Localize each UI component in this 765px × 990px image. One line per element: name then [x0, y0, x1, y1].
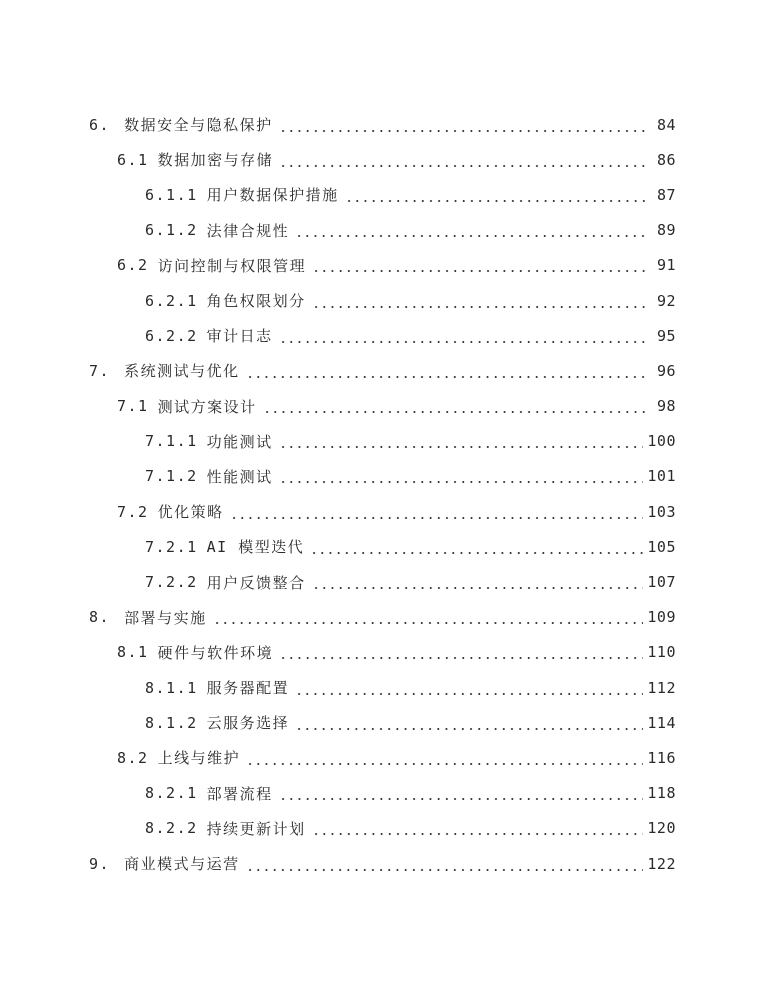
dot-leader: [310, 538, 643, 556]
toc-entry-page-number: 116: [647, 748, 676, 767]
toc-entry-title: 数据加密与存储: [157, 151, 274, 170]
dot-leader: [312, 292, 650, 310]
toc-entry-number: 7.2.2: [145, 573, 198, 592]
toc-entry-number: 8.2.1: [145, 784, 198, 803]
toc-entry-number: 7.1.1: [145, 432, 198, 451]
toc-entry-page-number: 98: [656, 397, 676, 416]
toc-entry-title: 服务器配置: [206, 679, 290, 698]
toc-entry-page-number: 84: [656, 115, 676, 134]
toc-entry-title: 访问控制与权限管理: [157, 256, 307, 275]
toc-entry-title: 数据安全与隐私保护: [124, 116, 273, 135]
toc-entry[interactable]: [0, 846, 765, 881]
dot-leader: [295, 714, 643, 732]
dot-leader: [246, 749, 643, 767]
toc-entry-title: 持续更新计划: [206, 819, 306, 838]
dot-leader: [263, 397, 650, 415]
toc-entry-page-number: 118: [647, 784, 676, 803]
toc-entry-title: 商业模式与运营: [124, 855, 240, 874]
toc-entry[interactable]: [0, 177, 765, 212]
toc-entry-number: 9.: [89, 854, 111, 873]
toc-entry-number: 7.: [89, 361, 111, 380]
toc-entry-page-number: 91: [656, 256, 676, 275]
toc-entry[interactable]: [0, 107, 765, 142]
toc-entry-page-number: 92: [656, 291, 676, 310]
toc-entry-number: 6.2: [117, 256, 149, 275]
toc-entry-title: 用户反馈整合: [206, 573, 306, 592]
toc-entry[interactable]: [0, 318, 765, 353]
toc-entry[interactable]: [0, 248, 765, 283]
toc-entry[interactable]: [0, 353, 765, 388]
toc-entry[interactable]: [0, 213, 765, 248]
dot-leader: [279, 327, 650, 345]
toc-entry-number: 7.2: [117, 502, 149, 521]
toc-entry-title: 部署流程: [206, 784, 273, 803]
toc-entry[interactable]: [0, 389, 765, 424]
toc-entry[interactable]: [0, 635, 765, 670]
toc-entry-page-number: 86: [656, 150, 676, 169]
toc-entry[interactable]: [0, 529, 765, 564]
toc-entry[interactable]: [0, 811, 765, 846]
dot-leader: [230, 503, 644, 521]
toc-entry-title: 功能测试: [206, 432, 273, 451]
dot-leader: [312, 573, 644, 591]
toc-entry-page-number: 101: [647, 467, 676, 486]
toc-entry-number: 7.2.1: [145, 537, 198, 556]
toc-entry-number: 6.: [89, 115, 111, 134]
dot-leader: [295, 221, 650, 239]
toc-entry[interactable]: [0, 705, 765, 740]
dot-leader: [295, 679, 643, 697]
toc-entry-title: 上线与维护: [157, 749, 241, 768]
toc-entry-number: 8.1: [117, 643, 149, 662]
toc-entry-page-number: 112: [647, 678, 676, 697]
toc-entry-page-number: 100: [647, 432, 676, 451]
toc-entry-title: 云服务选择: [206, 714, 290, 733]
toc-entry-title: 硬件与软件环境: [157, 643, 274, 662]
toc-entry[interactable]: [0, 424, 765, 459]
dot-leader: [345, 186, 650, 204]
toc-entry-page-number: 110: [647, 643, 676, 662]
toc-entry[interactable]: [0, 459, 765, 494]
toc-entry-number: 6.2.1: [145, 291, 198, 310]
dot-leader: [279, 432, 644, 450]
toc-entry-page-number: 122: [647, 854, 676, 873]
dot-leader: [279, 467, 644, 485]
dot-leader: [246, 362, 650, 380]
dot-leader: [213, 608, 644, 626]
dot-leader: [279, 784, 644, 802]
toc-entry-number: 8.1.1: [145, 678, 198, 697]
toc-entry[interactable]: [0, 283, 765, 318]
toc-entry-title: 用户数据保护措施: [206, 186, 339, 205]
toc-entry-page-number: 96: [656, 361, 676, 380]
toc-entry-title: 法律合规性: [206, 221, 290, 240]
toc-entry-title: 性能测试: [206, 467, 273, 486]
toc-entry-title: 测试方案设计: [157, 397, 257, 416]
dot-leader: [312, 819, 644, 837]
toc-entry[interactable]: [0, 740, 765, 775]
toc-entry-page-number: 95: [656, 326, 676, 345]
toc-entry-page-number: 87: [656, 185, 676, 204]
dot-leader: [279, 643, 643, 661]
dot-leader: [246, 855, 644, 873]
toc-entry[interactable]: [0, 600, 765, 635]
toc-entry-page-number: 120: [647, 819, 676, 838]
toc-entry-page-number: 105: [647, 537, 676, 556]
toc-entry-title: 系统测试与优化: [124, 362, 240, 381]
toc-entry-page-number: 107: [647, 573, 676, 592]
toc-entry-number: 6.1: [117, 150, 149, 169]
table-of-contents: [0, 107, 765, 881]
toc-entry-number: 7.1.2: [145, 467, 198, 486]
dot-leader: [279, 116, 650, 134]
toc-entry-number: 8.: [89, 608, 111, 627]
toc-entry-title: 部署与实施: [124, 608, 207, 627]
toc-entry-page-number: 89: [656, 221, 676, 240]
toc-entry-number: 6.1.1: [145, 185, 198, 204]
dot-leader: [312, 256, 650, 274]
toc-entry-number: 7.1: [117, 397, 149, 416]
dot-leader: [279, 151, 650, 169]
toc-entry-title: 审计日志: [206, 327, 273, 346]
toc-entry-number: 6.1.2: [145, 221, 198, 240]
toc-entry[interactable]: [0, 670, 765, 705]
toc-entry[interactable]: [0, 776, 765, 811]
toc-entry-title: 优化策略: [157, 503, 224, 522]
toc-entry-title: AI 模型迭代: [206, 538, 305, 557]
toc-entry-page-number: 114: [647, 713, 676, 732]
toc-entry-number: 8.2.2: [145, 819, 198, 838]
toc-entry[interactable]: [0, 494, 765, 529]
toc-entry-page-number: 109: [647, 608, 676, 627]
toc-entry-page-number: 103: [647, 502, 676, 521]
toc-entry[interactable]: [0, 142, 765, 177]
toc-entry-title: 角色权限划分: [206, 292, 306, 311]
toc-entry-number: 8.2: [117, 748, 149, 767]
toc-entry-number: 8.1.2: [145, 713, 198, 732]
toc-entry-number: 6.2.2: [145, 326, 198, 345]
toc-entry[interactable]: [0, 564, 765, 599]
